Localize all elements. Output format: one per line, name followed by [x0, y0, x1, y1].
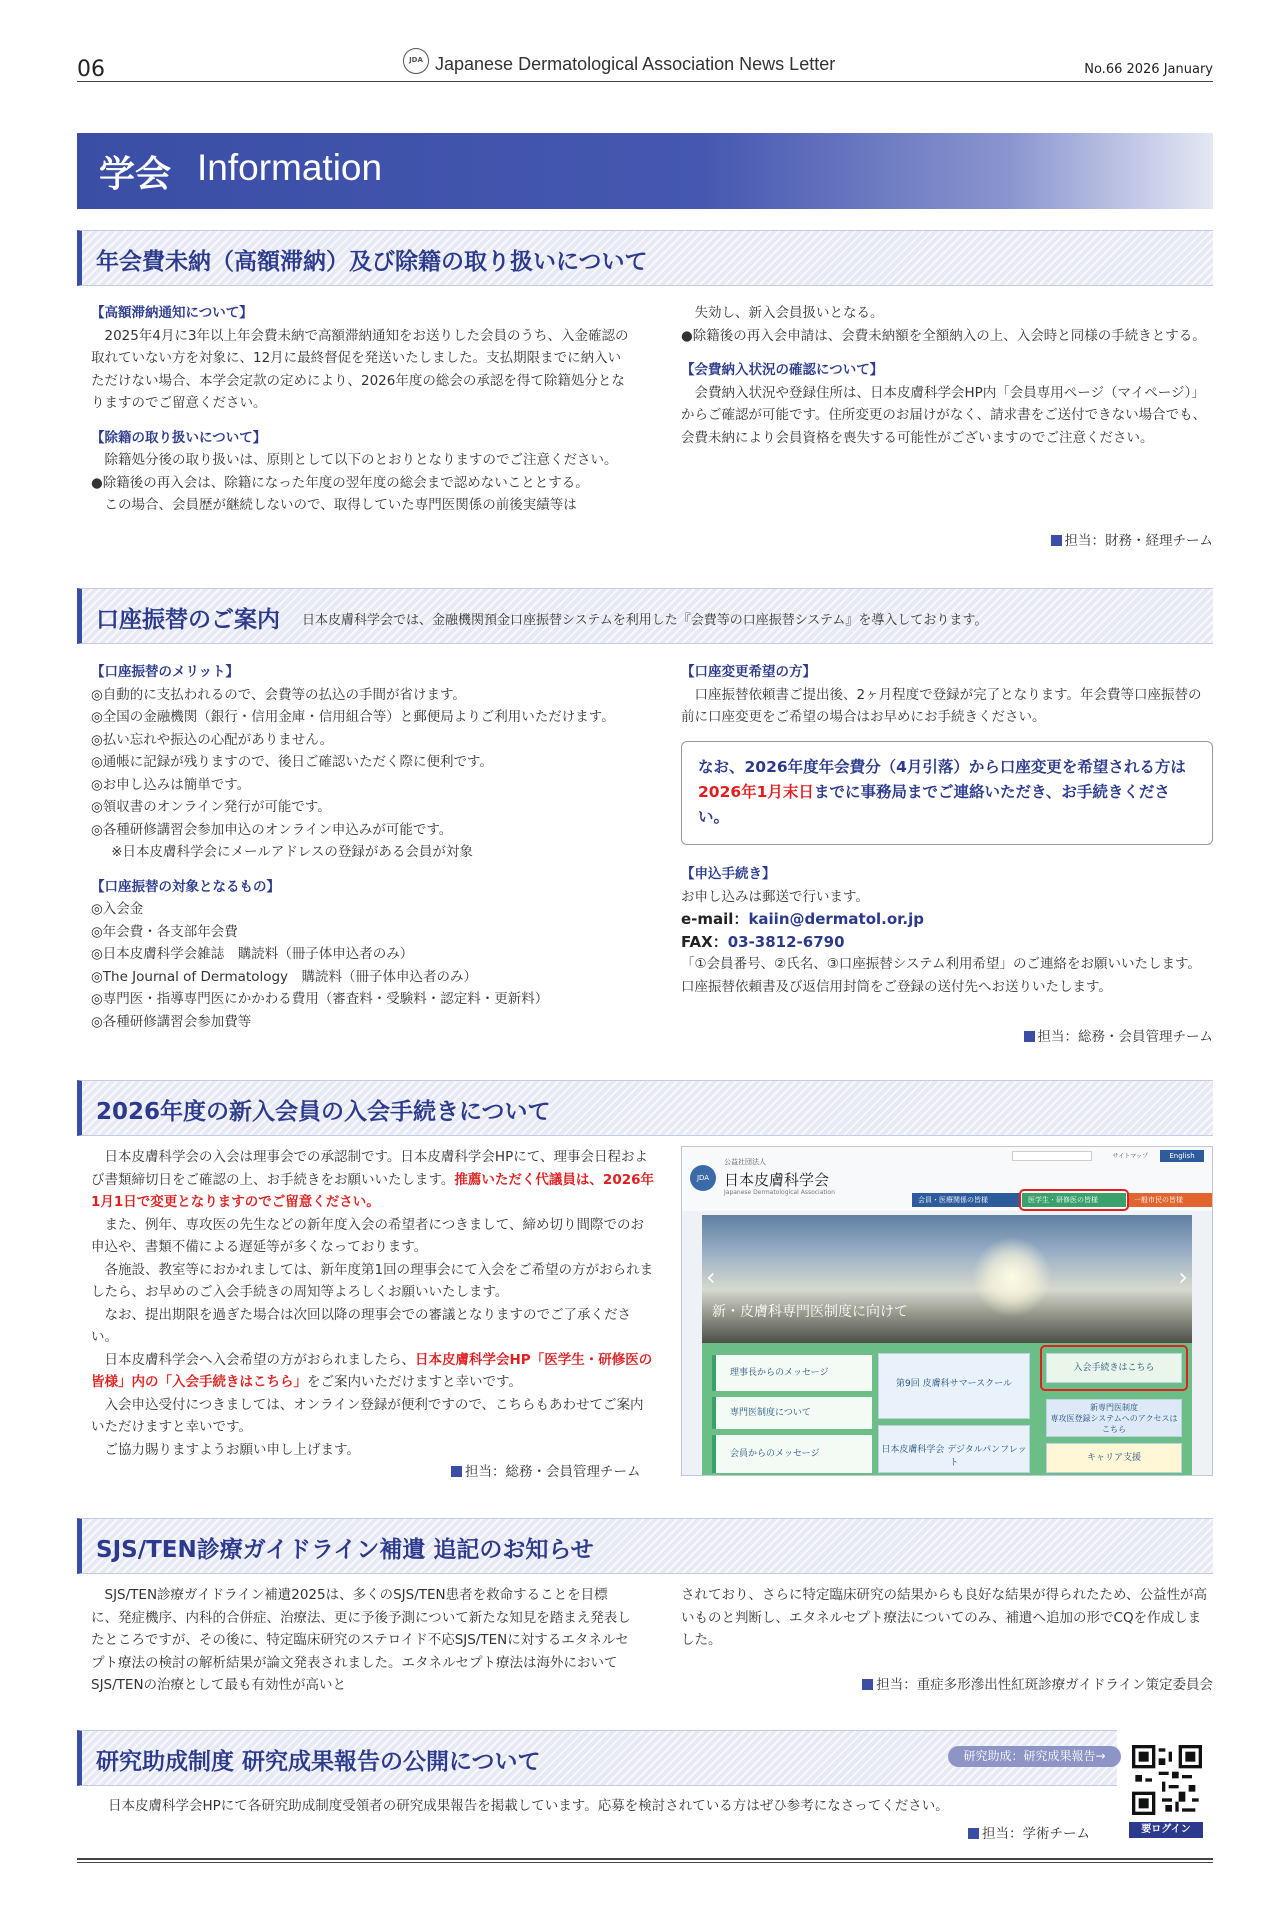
- section-title: 2026年度の新入会員の入会手続きについて: [96, 1099, 551, 1125]
- square-icon: [451, 1466, 462, 1477]
- sec3-text: [91, 1146, 657, 1461]
- research-report-link[interactable]: 研究助成：研究成果報告→: [948, 1746, 1121, 1767]
- paragraph: 口座振替依頼書及び返信用封筒をご登録の送付先へお送りいたします。: [681, 978, 1112, 995]
- join-procedure-button[interactable]: 入会手続きはこちら: [1046, 1353, 1182, 1383]
- responsible-label: [1024, 1025, 1214, 1045]
- paragraph: 日本皮膚科学会の入会は理事会での承認制です。日本皮膚科学会HPにて、理事会日程および書類締切日をご確認の上、お手続きをお願いいたします。推薦いただく代議員は、2026年1月1日で変更となりますのでご留意ください。: [91, 1149, 654, 1210]
- site-org-name: 日本皮膚科学会: [724, 1171, 830, 1189]
- merits-list: [91, 684, 651, 864]
- section-title: 口座振替のご案内: [96, 607, 280, 633]
- paragraph: なお、提出期限を過ぎた場合は次回以降の理事会での審議となりますのでご了承ください。: [91, 1306, 631, 1345]
- page-header: [77, 52, 1213, 82]
- email-link[interactable]: kaiin@dermatol.or.jp: [748, 910, 925, 928]
- square-icon: [1024, 1031, 1035, 1042]
- subheading: 【除籍の取り扱いについて】: [91, 429, 267, 446]
- site-topbar: [682, 1147, 1212, 1211]
- merit-item: ◎領収書のオンライン発行が可能です。: [91, 799, 331, 815]
- target-item: ◎The Journal of Dermatology 購読料（冊子体申込者のみ）: [91, 968, 478, 985]
- subheading: 【口座変更希望の方】: [681, 664, 816, 680]
- deadline-note-box: [681, 741, 1213, 845]
- sec4-right-column: [681, 1584, 1213, 1652]
- paragraph: 各施設、教室等におかれましては、新年度第1回の理事会にて入会をご希望の方がおられましたら、お早めのご入会手続きの周知等よろしくお願いいたします。: [91, 1261, 654, 1300]
- tile-specialist-system[interactable]: 専門医制度について: [712, 1397, 872, 1429]
- paragraph: SJS/TEN診療ガイドライン補遺2025は、多くのSJS/TEN患者を救命することを目標に、発症機序、内科的合併症、治療法、更に予後予測について新たな知見を踏まえ発表したところですが、その後に、特定臨床研究のステロイド不応SJS/TENに対するエタネルセプト療法の検討の解析結果が論文発表されました。エタネルセプト療法は海外においてSJS/TENの治療として最も有効性が高いと: [91, 1587, 631, 1693]
- page-number: 06: [77, 57, 105, 82]
- hero-text: 新・皮膚科専門医制度に向けて: [712, 1304, 908, 1320]
- tile-president-message[interactable]: 理事長からのメッセージ: [712, 1355, 872, 1391]
- sec1-left-column: [91, 302, 631, 517]
- career-support-banner[interactable]: キャリア支援: [1046, 1443, 1182, 1473]
- responsible-label: [451, 1460, 641, 1480]
- site-sitemap-link[interactable]: サイトマップ: [1112, 1153, 1148, 1160]
- subheading: 【会費納入状況の確認について】: [681, 362, 884, 378]
- note-text: までに事務局までご連絡いただき、お手続きください。: [698, 783, 1170, 826]
- responsible-label: [1051, 529, 1214, 549]
- tile-member-message[interactable]: 会員からのメッセージ: [712, 1435, 872, 1473]
- paragraph: されており、さらに特定臨床研究の結果からも良好な結果が得られたため、公益性が高いものと判断し、エタネルセプト療法についてのみ、補遺へ追加の形でCQを作成しました。: [681, 1587, 1207, 1648]
- paragraph: また、例年、専攻医の先生などの新年度入会の希望者につきまして、締め切り間際でのお申込や、書類不備による遅延等が多くなっております。: [91, 1216, 644, 1255]
- site-search-input[interactable]: [1012, 1151, 1092, 1161]
- section-title: 年会費未納（高額滞納）及び除籍の取り扱いについて: [96, 249, 648, 275]
- section-heading-newmember: [77, 1080, 1213, 1136]
- square-icon: [968, 1828, 979, 1839]
- responsible-text: 担当：総務・会員管理チーム: [465, 1464, 641, 1480]
- sec2-apply: [681, 863, 1213, 998]
- footer-rule: [77, 1858, 1213, 1863]
- subheading: 【申込手続き】: [681, 866, 776, 882]
- specialist-registration-banner[interactable]: 新専門医制度 専攻医登録システムへのアクセスはこちら: [1046, 1399, 1182, 1437]
- paragraph: お申し込みは郵送で行います。: [681, 888, 869, 905]
- merit-item: ◎通帳に記録が残りますので、後日ご確認いただく際に便利です。: [91, 754, 493, 770]
- site-nav-members[interactable]: 会員・医療関係の皆様: [912, 1193, 1020, 1207]
- site-nav-public[interactable]: 一般市民の皆様: [1128, 1193, 1213, 1207]
- site-english-button[interactable]: English: [1160, 1150, 1204, 1162]
- chevron-right-icon[interactable]: ›: [1178, 1263, 1188, 1291]
- section-heading-sjs-ten: [77, 1518, 1213, 1574]
- responsible-label: [968, 1822, 1090, 1842]
- fax-line: FAX：03-3812-6790: [681, 932, 845, 951]
- responsible-label: [862, 1673, 1213, 1693]
- note-text: なお、2026年度年会費分（4月引落）から口座変更を希望される方は: [698, 758, 1186, 776]
- target-item: ◎入会金: [91, 901, 144, 917]
- merit-item: ◎自動的に支払われるので、会費等の払込の手間が省けます。: [91, 686, 466, 703]
- responsible-text: 担当：財務・経理チーム: [1064, 533, 1213, 549]
- section-heading-transfer: [77, 588, 1213, 644]
- sec1-right-column: [681, 302, 1213, 449]
- target-item: ◎専門医・指導専門医にかかわる費用（審査料・受験料・認定料・更新料）: [91, 991, 549, 1007]
- note-deadline: 2026年1月末日: [698, 783, 814, 801]
- alert-text: 日本皮膚科学会HP「医学生・研修医の皆様」内の「入会手続きはこちら」: [91, 1351, 653, 1390]
- square-icon: [862, 1679, 873, 1690]
- issue-label: No.66 2026 January: [1084, 62, 1213, 77]
- target-item: ◎年会費・各支部年会費: [91, 923, 238, 940]
- website-screenshot: [681, 1146, 1213, 1476]
- paragraph: 入会申込受付につきましては、オンライン登録が便利ですので、こちらもあわせてご案内いただけますと幸いです。: [91, 1396, 644, 1435]
- square-icon: [1051, 535, 1062, 546]
- merit-item: ◎各種研修講習会参加申込のオンライン申込みが可能です。: [91, 821, 453, 838]
- login-required-label: 要ログイン: [1129, 1822, 1203, 1838]
- banner-en: Information: [197, 147, 383, 188]
- digital-pamphlet-banner[interactable]: 日本皮膚科学会 デジタルパンフレット: [878, 1425, 1030, 1473]
- paragraph: 会費納入状況や登録住所は、日本皮膚科学会HP内「会員専用ページ（マイページ）」からご確認が可能です。住所変更のお届けがなく、請求書をご送付できない場合でも、会費未納により会員資格を喪失する可能性がございますのでご注意ください。: [681, 384, 1207, 446]
- section-title: 研究助成制度 研究成果報告の公開について: [96, 1749, 541, 1775]
- bullet-item: ●除籍後の再入会は、除籍になった年度の翌年度の総会まで認めないこととする。: [91, 474, 589, 491]
- site-nav-students[interactable]: 医学生・研修医の皆様: [1022, 1193, 1126, 1207]
- site-tiles: [702, 1343, 1192, 1476]
- highlight-join-button: [1040, 1345, 1188, 1391]
- sec2-left-column: [91, 661, 651, 1033]
- section-title: SJS/TEN診療ガイドライン補遺 追記のお知らせ: [96, 1537, 594, 1563]
- subheading: 【口座振替のメリット】: [91, 664, 239, 680]
- merit-item: ◎お申し込みは簡単です。: [91, 776, 251, 793]
- paragraph: この場合、会員歴が継続しないので、取得していた専門医関係の前後実績等は: [104, 497, 577, 513]
- paragraph: ご協力賜りますようお願い申し上げます。: [104, 1441, 360, 1458]
- paragraph: 除籍処分後の取り扱いは、原則として以下のとおりとなりますのでご注意ください。: [104, 452, 618, 468]
- merit-item: ※日本皮膚科学会にメールアドレスの登録がある会員が対象: [111, 844, 473, 860]
- subheading: 【口座振替の対象となるもの】: [91, 878, 280, 895]
- banner-jp: 学会: [99, 154, 172, 195]
- merit-item: ◎全国の金融機関（銀行・信用金庫・信用組合等）と郵便局よりご利用いただけます。: [91, 709, 615, 725]
- highlight-nav-students: [1019, 1189, 1129, 1211]
- paragraph: 日本皮膚科学会HPにて各研究助成制度受領者の研究成果報告を掲載しています。応募を検討されている方はぜひ参考になさってください。: [108, 1798, 949, 1814]
- email-line: e-mail：kaiin@dermatol.or.jp: [681, 910, 925, 928]
- jda-logo-icon: JDA: [403, 48, 429, 74]
- alert-text: 推薦いただく代議員は、2026年1月1日で変更となりますのでご留意ください。: [91, 1171, 654, 1210]
- responsible-text: 担当：重症多形滲出性紅斑診療ガイドライン策定委員会: [876, 1677, 1213, 1693]
- section-subtitle: 日本皮膚科学会では、金融機関預金口座振替システムを利用した『会費等の口座振替システム』を導入しております。: [302, 613, 988, 628]
- responsible-text: 担当：学術チーム: [982, 1826, 1090, 1842]
- bullet-item: ●除籍後の再入会申請は、会費未納額を全額納入の上、入会時と同様の手続きとする。: [681, 327, 1206, 344]
- sec4-left-column: [91, 1584, 631, 1697]
- fax-number: 03-3812-6790: [727, 932, 845, 951]
- chevron-left-icon[interactable]: ‹: [706, 1263, 716, 1291]
- qr-code-icon[interactable]: [1132, 1745, 1202, 1815]
- sun-glow: [972, 1237, 1052, 1317]
- summer-school-poster[interactable]: 第9回 皮膚科サマースクール: [878, 1353, 1030, 1419]
- paragraph: 日本皮膚科学会へ入会希望の方がおられましたら、日本皮膚科学会HP「医学生・研修医の皆様」内の「入会手続きはこちら」をご案内いただけますと幸いです。: [91, 1351, 653, 1390]
- newsletter-title: Japanese Dermatological Association News Letter: [435, 54, 836, 74]
- site-org-small: 公益社団法人: [724, 1158, 766, 1166]
- information-banner: [77, 133, 1213, 209]
- subheading: 【高額滞納通知について】: [91, 305, 253, 321]
- site-logo-icon: JDA: [690, 1165, 716, 1191]
- paragraph: 失効し、新入会員扱いとなる。: [694, 305, 884, 321]
- section-heading-fees: [77, 230, 1213, 286]
- site-org-en: Japanese Dermatological Association: [724, 1189, 835, 1196]
- target-item: ◎日本皮膚科学会雑誌 購読料（冊子体申込者のみ）: [91, 946, 414, 962]
- site-hero-banner: [702, 1215, 1192, 1343]
- paragraph: 2025年4月に3年以上年会費未納で高額滞納通知をお送りした会員のうち、入金確認の取れていない方を対象に、12月に最終督促を発送いたしました。支払期限までに納入いただけない場合、本学会定款の定めにより、2026年度の総会の承認を得て除籍処分となりますのでご留意ください。: [91, 327, 629, 411]
- responsible-text: 担当：総務・会員管理チーム: [1037, 1029, 1213, 1045]
- sec5-text: [108, 1795, 1118, 1818]
- merit-item: ◎払い忘れや振込の心配がありません。: [91, 731, 334, 748]
- targets-list: [91, 898, 651, 1033]
- paragraph: 口座振替依頼書ご提出後、2ヶ月程度で登録が完了となります。年会費等口座振替の前に口座変更をご希望の場合はお早めにお手続きください。: [681, 686, 1202, 725]
- target-item: ◎各種研修講習会参加費等: [91, 1013, 252, 1030]
- paragraph: 「①会員番号、②氏名、③口座振替システム利用希望」のご連絡をお願いいたします。: [681, 956, 1201, 972]
- sec2-right-column: [681, 661, 1213, 729]
